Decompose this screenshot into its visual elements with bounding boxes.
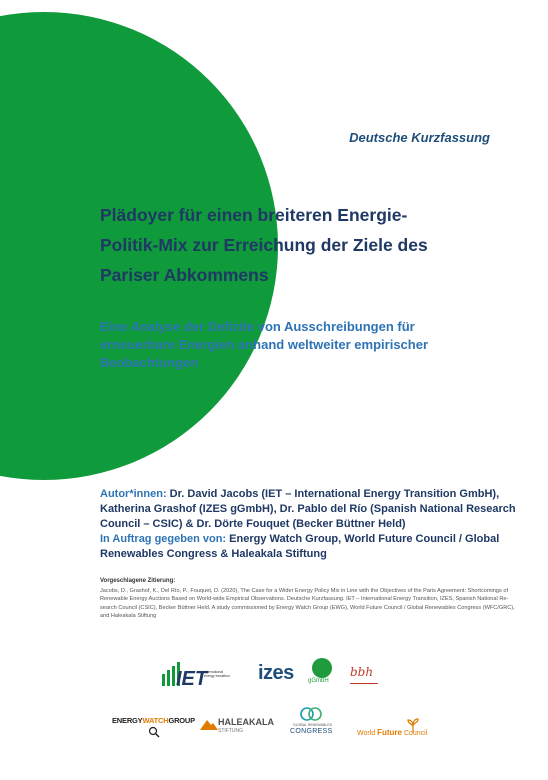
commission-text: Energy Watch Group, World Future Council / Global Renewables Congress & Haleakala Stiftung [100, 533, 500, 560]
ewg-part1: ENERGY [112, 716, 143, 725]
haleakala-sub: STIFTUNG [218, 728, 243, 734]
energy-watch-group-logo [112, 716, 195, 740]
ewg-part3: GROUP [168, 716, 195, 725]
iet-small-text: international energy transition [204, 670, 230, 678]
document-title [100, 200, 500, 290]
infinity-ring-icon [300, 706, 322, 722]
magnifier-icon [148, 726, 160, 738]
citation-text: Jacobs, D., Grashof, K., Del Río, P., Fouquet, D. (2020), The Case for a Wider Energy Policy Mix in Line with the Objectives of the Paris Agreement: Shortcomings of Renewable Energy Auctions Based on World-wide Empirical Observations. Deutsche Kurzfassung. IET – International Energy Transition, IZES, Spanish National Re- search Council (CSIC), Becker Büttner Held. A study commissioned by Energy Watch Group (EWG), World Future Council / Global Renewables Congress (WFC/GRC), and Haleakala Stiftung [100, 588, 515, 620]
izes-mark: izes [258, 662, 294, 684]
subtitle-line: Eine Analyse der Defizite von Ausschreibungen für [100, 319, 415, 334]
izes-sub: gGmbH [308, 678, 329, 684]
grc-small-text: GLOBAL RENEWABLES [292, 723, 333, 727]
citation-heading: Vorgeschlagene Zitierung: [100, 578, 176, 584]
title-line: Pariser Abkommens [100, 265, 269, 285]
title-line: Politik-Mix zur Erreichung der Ziele des [100, 235, 428, 255]
grc-mark: CONGRESS [290, 728, 333, 735]
global-renewables-congress-logo [290, 706, 338, 740]
wfc-part1: World [357, 730, 378, 737]
izes-logo [258, 658, 338, 690]
bbh-mark: bbh [350, 665, 374, 679]
authors-label: Autor*innen: [100, 488, 167, 500]
authors-block [100, 487, 525, 562]
wfc-part2: Future [377, 728, 402, 737]
haleakala-mark: HALEAKALA [218, 717, 274, 727]
document-subtitle [100, 318, 500, 372]
iet-logo [160, 660, 245, 690]
ewg-part2: WATCH [142, 716, 169, 725]
izes-circle-icon [312, 658, 332, 678]
commission-label: In Auftrag gegeben von: [100, 533, 227, 545]
subtitle-line: Beobachtungen [100, 355, 199, 370]
authors-text: Dr. David Jacobs (IET – International Energy Transition GmbH), Katherina Grashof (IZES gGmbH), Dr. Pablo del Río (Spanish National Research Council – CSIC) & Dr. Dörte Fouquet (Becker Büttner Held) [100, 488, 516, 530]
title-line: Plädoyer für einen breiteren Energie- [100, 205, 408, 225]
ewg-wordmark [112, 716, 195, 725]
wfc-part3: Council [402, 730, 428, 737]
iet-mark: IET [176, 668, 208, 690]
sprout-icon [407, 718, 419, 732]
mountain-icon [200, 718, 218, 730]
bbh-underline [350, 683, 378, 684]
bbh-logo [350, 663, 380, 687]
world-future-council-logo [357, 718, 447, 742]
subtitle-line: erneuerbare Energien anhand weltweiter empirischer [100, 337, 429, 352]
haleakala-logo [200, 716, 274, 738]
document-label: Deutsche Kurzfassung [349, 130, 490, 145]
